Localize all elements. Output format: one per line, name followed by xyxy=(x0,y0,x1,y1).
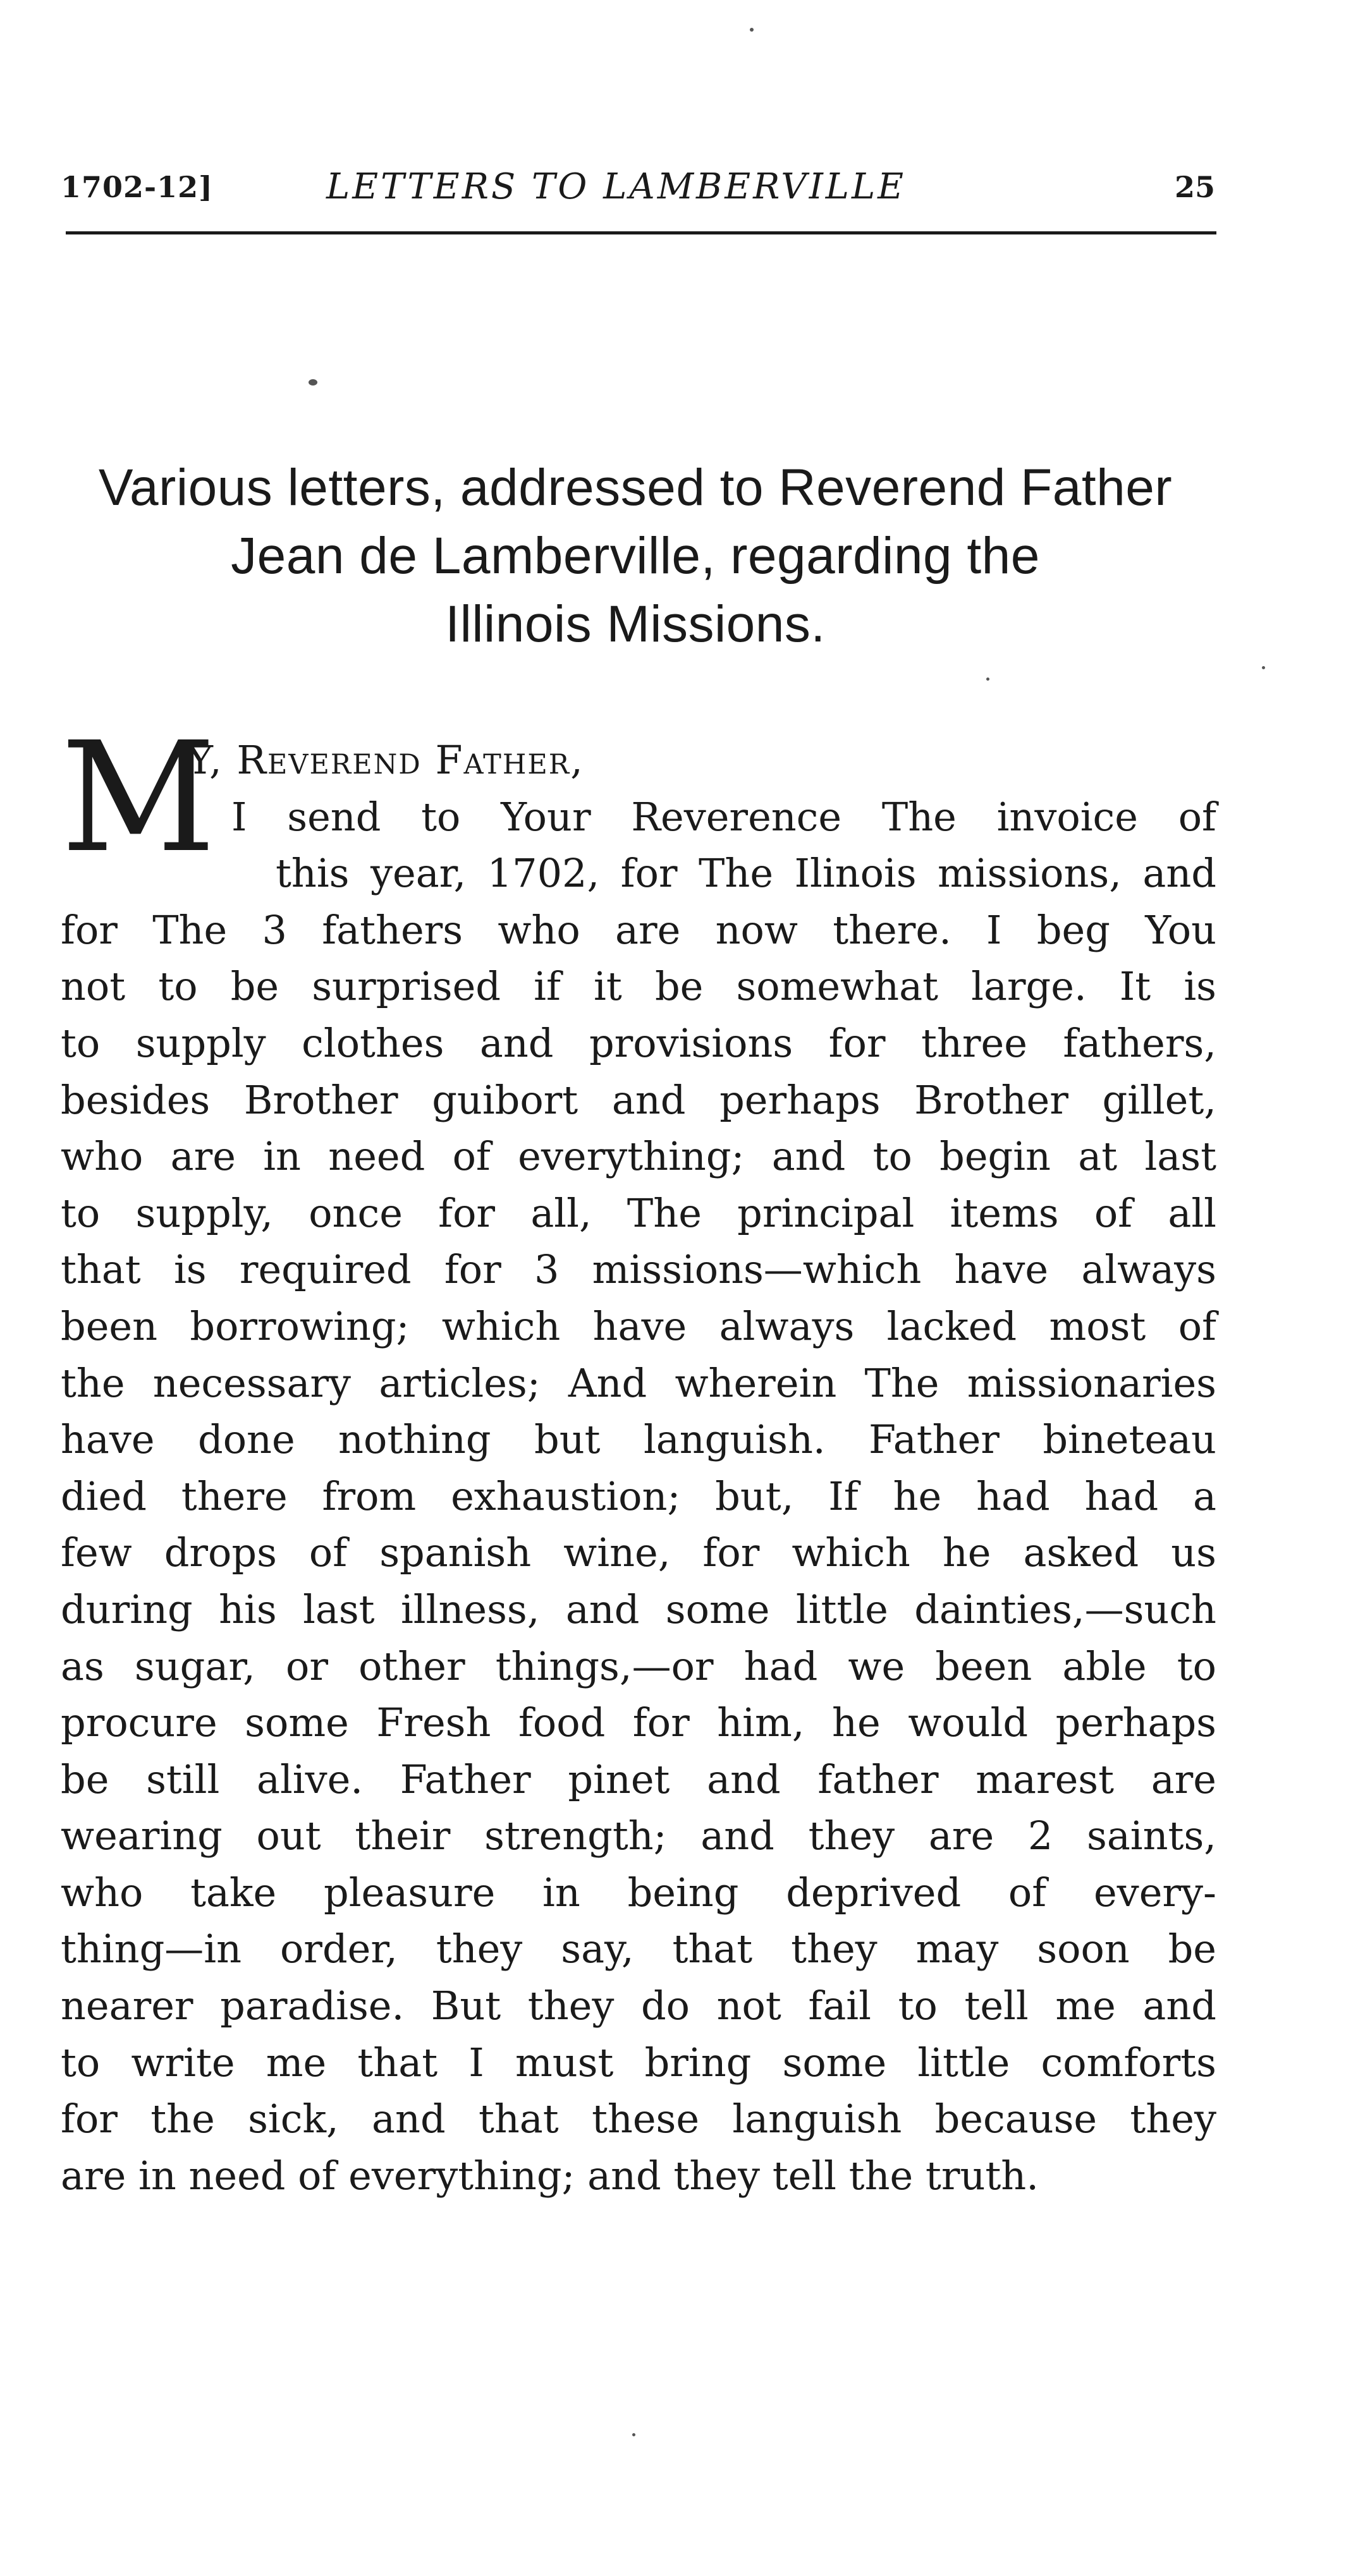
body-line: besides Brother guibort and perhaps Brother gillet, xyxy=(61,1076,1216,1123)
body-line: to supply clothes and provisions for three fathers, xyxy=(61,1019,1216,1066)
body-line: been borrowing; which have always lacked most of xyxy=(61,1303,1216,1349)
body-line: this year, 1702, for The Ilinois missions, and xyxy=(276,850,1216,897)
body-line: during his last illness, and some little dainties,—such xyxy=(61,1586,1216,1632)
body-line: procure some Fresh food for him, he would perhaps xyxy=(61,1699,1216,1746)
heading-line: Various letters, addressed to Reverend Father xyxy=(98,459,1173,516)
body-line: thing—in order, they say, that they may soon be xyxy=(61,1926,1216,1972)
salutation: Y, Reverend Father, xyxy=(187,737,584,783)
scan-speck xyxy=(1262,666,1265,669)
body-line: to write me that I must bring some little comforts xyxy=(61,2039,1216,2086)
header-rule xyxy=(66,231,1216,234)
scan-speck xyxy=(632,2433,635,2436)
body-line: nearer paradise. But they do not fail to tell me and xyxy=(61,1983,1216,2029)
body-line: wearing out their strength; and they are 2 saints, xyxy=(61,1813,1216,1859)
section-heading xyxy=(51,454,1220,659)
heading-line: Jean de Lamberville, regarding the xyxy=(231,527,1040,585)
body-line: I send to Your Reverence The invoice of xyxy=(231,793,1216,840)
letter-body xyxy=(61,709,1216,2204)
body-line: be still alive. Father pinet and father marest are xyxy=(61,1756,1216,1802)
drop-cap: M xyxy=(61,709,216,886)
page-number: 25 xyxy=(1174,170,1215,204)
body-line: who take pleasure in being deprived of every- xyxy=(61,1869,1216,1916)
scan-speck xyxy=(986,677,989,681)
running-header xyxy=(61,161,1215,212)
header-date-range: 1702-12] xyxy=(61,170,213,204)
body-line: for The 3 fathers who are now there. I beg You xyxy=(61,906,1216,953)
heading-line: Illinois Missions. xyxy=(445,595,826,653)
body-line: have done nothing but languish. Father bineteau xyxy=(61,1416,1216,1463)
body-line: who are in need of everything; and to begin at last xyxy=(61,1133,1216,1180)
body-line: that is required for 3 missions—which have always xyxy=(61,1246,1216,1293)
body-line: the necessary articles; And wherein The missionaries xyxy=(61,1359,1216,1406)
body-line: are in need of everything; and they tell the truth. xyxy=(61,2152,1039,2199)
body-line: to supply, once for all, The principal items of all xyxy=(61,1189,1216,1236)
body-line: as sugar, or other things,—or had we been able to xyxy=(61,1643,1216,1689)
body-line: for the sick, and that these languish because they xyxy=(61,2096,1216,2142)
body-line: few drops of spanish wine, for which he asked us xyxy=(61,1529,1216,1576)
body-line: not to be surprised if it be somewhat large. It is xyxy=(61,963,1216,1010)
body-line: died there from exhaustion; but, If he had had a xyxy=(61,1473,1216,1519)
scan-speck xyxy=(309,379,317,386)
scan-speck xyxy=(750,28,754,32)
header-title: LETTERS TO LAMBERVILLE xyxy=(326,166,907,207)
